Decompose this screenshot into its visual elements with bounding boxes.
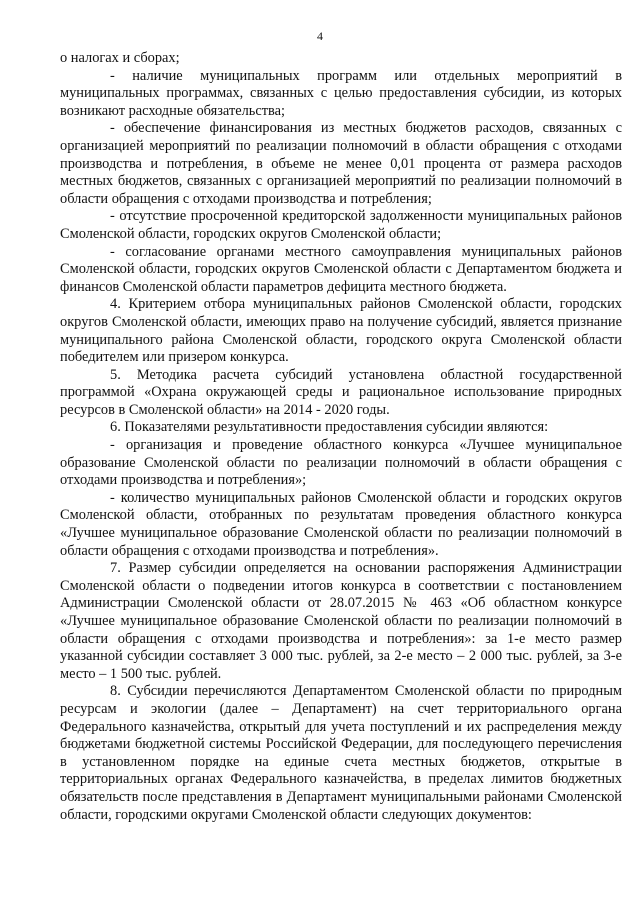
paragraph: 4. Критерием отбора муниципальных районов Смоленской области, городских округов Смоленской области, имеющих право на получение субсидий, является признание муниципального района Смоленской области, городского округа Смоленской области победителем или призером конкурса. [60,296,622,366]
paragraph: 6. Показателями результативности предоставления субсидии являются: [110,419,549,436]
paragraph: о налогах и сборах; [60,50,180,66]
paragraph: - согласование органами местного самоуправления муниципальных районов Смоленской области, городских округов Смоленской области с Департаментом бюджета и финансов Смоленской области параметров дефицита местного бюджета. [60,243,622,295]
page-number: 4 [317,29,323,43]
paragraph: 8. Субсидии перечисляются Департаментом Смоленской области по природным ресурсам и экологии (далее – Департамент) на счет территориального органа Федерального казначейства, открытый для учета поступлений и их распределения между бюджетами бюджетной системы Российской Федерации, для последующего перечисления в установленном порядке на единые счета местных бюджетов, открытые в территориальных органах Федерального казначейства, в пределах лимитов бюджетных обязательств после представления в Департамент муниципальными районами Смоленской области, городскими округами Смоленской области следующих документов: [60,683,622,823]
document-body [60,50,622,824]
paragraph: - обеспечение финансирования из местных бюджетов расходов, связанных с организацией мероприятий по реализации полномочий в области обращения с отходами производства и потребления, в объеме не менее 0,01 процента от размера расходов местных бюджетов, связанных с организацией мероприятий по реализации полномочий в области обращения с отходами производства и потребления; [60,120,622,207]
paragraph: - количество муниципальных районов Смоленской области и городских округов Смоленской области, отобранных по результатам проведения областного конкурса «Лучшее муниципальное образование Смоленской области по реализации полномочий в области обращения с отходами производства и потребления». [60,489,622,559]
paragraph: - наличие муниципальных программ или отдельных мероприятий в муниципальных программах, связанных с целью предоставления субсидии, из которых возникают расходные обязательства; [60,67,622,119]
paragraph: 5. Методика расчета субсидий установлена областной государственной программой «Охрана окружающей среды и рациональное использование природных ресурсов в Смоленской области» на 2014 - 2020 годы. [60,366,622,418]
paragraph: 7. Размер субсидии определяется на основании распоряжения Администрации Смоленской области о подведении итогов конкурса в соответствии с постановлением Администрации Смоленской области от 28.07.2015 № 463 «Об областном конкурсе «Лучшее муниципальное образование Смоленской области по реализации полномочий в области обращения с отходами производства и потребления»: за 1-е место размер указанной субсидии составляет 3 000 тыс. рублей, за 2-е место – 2 000 тыс. рублей, за 3-е место – 1 500 тыс. рублей. [60,560,622,682]
paragraph: - организация и проведение областного конкурса «Лучшее муниципальное образование Смоленской области по реализации полномочий в области обращения с отходами производства и потребления»; [60,437,622,489]
paragraph: - отсутствие просроченной кредиторской задолженности муниципальных районов Смоленской области, городских округов Смоленской области; [60,208,622,242]
